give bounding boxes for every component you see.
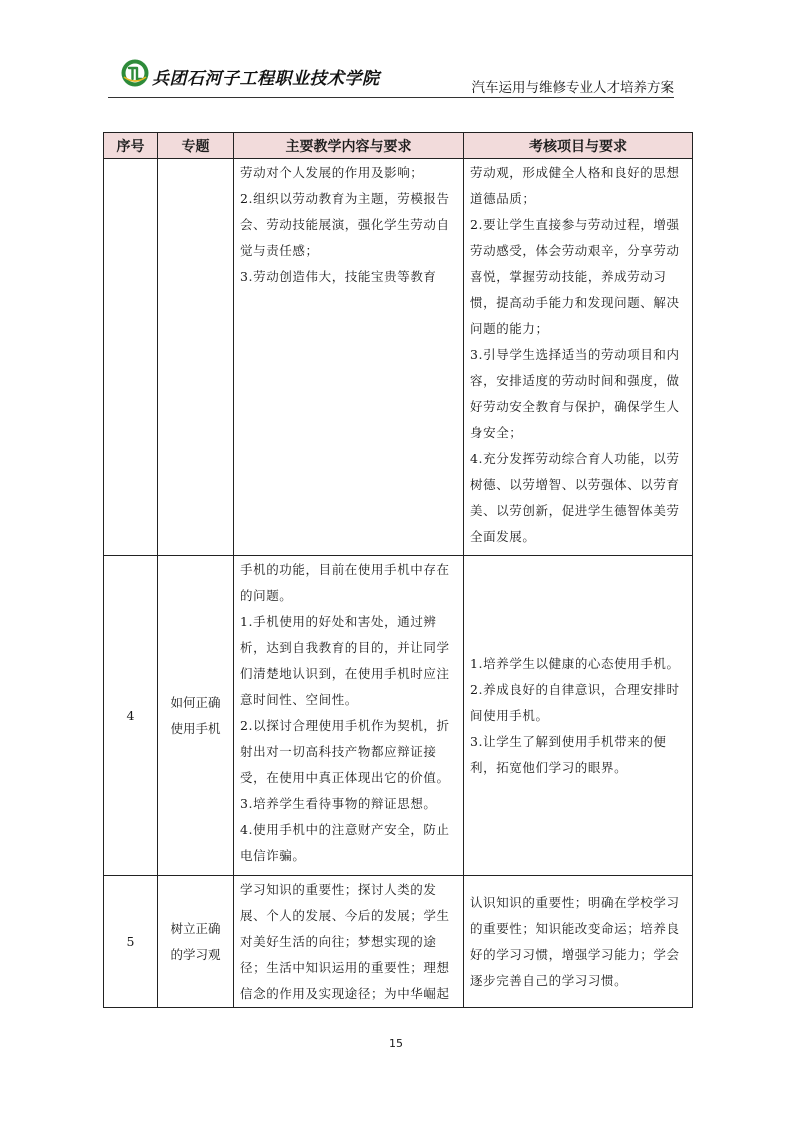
content-item: 3.培养学生看待事物的辩证思想。 [240, 796, 437, 811]
assessment-item: 3.让学生了解到使用手机带来的便利，拓宽他们学习的眼界。 [470, 734, 667, 775]
content-item: 手机的功能，目前在使用手机中存在的问题。 [240, 562, 450, 603]
content-item: 学习知识的重要性；探讨人类的发展、个人的发展、今后的发展；学生对美好生活的向往；梦想实现的途径；生活中知识运用的重要性；理想信念的作用及实现途径；为中华崛起 [240, 882, 450, 1001]
curriculum-table [103, 132, 693, 1008]
assessment-item: 认识知识的重要性；明确在学校学习的重要性；知识能改变命运；培养良好的学习习惯，增强学习能力；学会逐步完善自己的学习习惯。 [470, 895, 680, 988]
assessment-item: 3.引导学生选择适当的劳动项目和内容，安排适度的劳动时间和强度，做好劳动安全教育与保护，确保学生人身安全； [470, 347, 680, 440]
table-row [104, 876, 693, 1008]
topic-text: 树立正确的学习观 [170, 920, 221, 962]
assessment-item: 1.培养学生以健康的心态使用手机。 [470, 656, 680, 671]
row-topic-cell [158, 159, 234, 556]
row-content-cell [234, 876, 464, 1008]
assessment-item: 2.要让学生直接参与劳动过程，增强劳动感受，体会劳动艰辛，分享劳动喜悦，掌握劳动技能，养成劳动习惯，提高动手能力和发现问题、解决问题的能力； [470, 217, 680, 336]
row-assessment-cell [464, 556, 693, 876]
page-number: 15 [389, 1037, 403, 1050]
row-assessment-cell [464, 876, 693, 1008]
row-content-cell [234, 159, 464, 556]
row-assessment-cell [464, 159, 693, 556]
school-logo-icon [120, 58, 150, 88]
table-header-row [104, 133, 693, 159]
column-header-index: 序号 [104, 133, 158, 159]
row-content-cell [234, 556, 464, 876]
content-item: 2.组织以劳动教育为主题，劳模报告会、劳动技能展演，强化学生劳动自觉与责任感； [240, 191, 450, 258]
row-index-cell [104, 159, 158, 556]
assessment-item: 4.充分发挥劳动综合育人功能，以劳树德、以劳增智、以劳强体、以劳育美、以劳创新，促进学生德智体美劳全面发展。 [470, 451, 680, 544]
row-topic-cell [158, 876, 234, 1008]
assessment-item: 劳动观，形成健全人格和良好的思想道德品质； [470, 165, 680, 206]
table-row [104, 159, 693, 556]
content-item: 3.劳动创造伟大，技能宝贵等教育 [240, 269, 437, 284]
page-header [108, 52, 674, 98]
row-index-cell: 5 [104, 876, 158, 1008]
row-topic-cell [158, 556, 234, 876]
row-index-cell: 4 [104, 556, 158, 876]
content-item: 1.手机使用的好处和害处，通过辨析，达到自我教育的目的，并让同学们清楚地认识到，在使用手机时应注意时间性、空间性。 [240, 614, 450, 707]
column-header-content: 主要教学内容与要求 [234, 133, 464, 159]
content-item: 2.以探讨合理使用手机作为契机，折射出对一切高科技产物都应辩证接受，在使用中真正体现出它的价值。 [240, 718, 450, 785]
table-row [104, 556, 693, 876]
document-title: 汽车运用与维修专业人才培养方案 [471, 80, 674, 96]
topic-text: 如何正确使用手机 [170, 694, 221, 736]
content-item: 4.使用手机中的注意财产安全，防止电信诈骗。 [240, 822, 450, 863]
column-header-assessment: 考核项目与要求 [464, 133, 693, 159]
column-header-topic: 专题 [158, 133, 234, 159]
assessment-item: 2.养成良好的自律意识，合理安排时间使用手机。 [470, 682, 680, 723]
content-item: 劳动对个人发展的作用及影响； [240, 165, 424, 180]
school-name: 兵团石河子工程职业技术学院 [152, 69, 380, 89]
